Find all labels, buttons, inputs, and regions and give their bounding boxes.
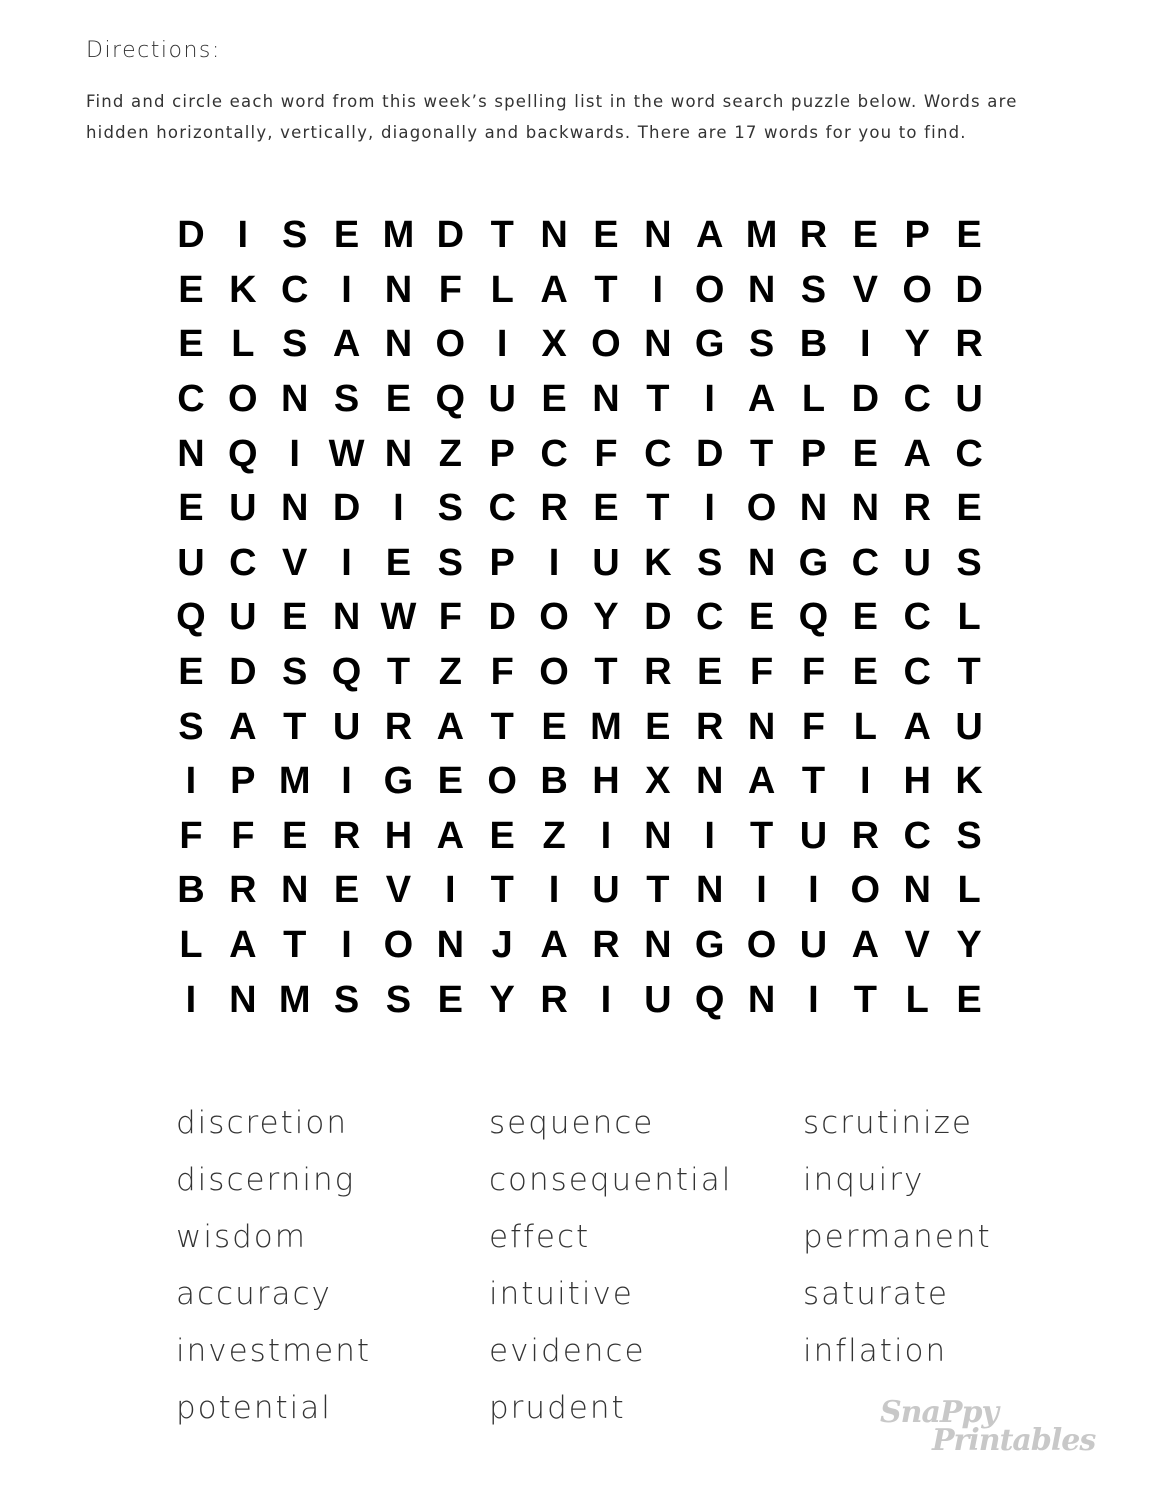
grid-letter[interactable]: W [380,596,417,639]
grid-letter[interactable]: U [799,924,828,967]
grid-letter[interactable]: C [695,596,724,639]
grid-letter[interactable]: A [747,378,776,421]
grid-letter[interactable]: W [328,432,365,475]
grid-letter[interactable]: X [645,760,671,803]
grid-letter[interactable]: D [695,432,724,475]
grid-letter[interactable]: U [955,378,983,421]
grid-letter[interactable]: D [488,596,516,639]
grid-letter[interactable]: N [592,378,620,421]
grid-letter[interactable]: T [490,705,514,748]
grid-letter[interactable]: C [903,596,931,639]
grid-letter[interactable]: C [903,378,931,421]
spelling-word: permanent [803,1219,992,1255]
grid-letter[interactable]: E [748,596,775,639]
grid-letter[interactable]: T [957,651,981,694]
grid-letter[interactable]: A [540,924,568,967]
grid-letter[interactable]: R [384,705,413,748]
grid-letter[interactable]: F [438,268,462,311]
grid-letter[interactable]: I [393,487,404,530]
spelling-word: prudent [489,1390,626,1426]
grid-letter[interactable]: I [808,978,819,1021]
grid-letter[interactable]: U [229,487,257,530]
grid-letter[interactable]: Y [489,978,515,1021]
grid-letter[interactable]: C [903,651,931,694]
grid-letter[interactable]: N [384,323,413,366]
grid-letter[interactable]: R [644,651,672,694]
grid-letter[interactable]: A [436,814,465,857]
grid-letter[interactable]: U [592,541,620,584]
grid-letter[interactable]: A [747,760,776,803]
grid-letter[interactable]: E [282,596,308,639]
grid-letter[interactable]: M [278,978,311,1021]
grid-letter[interactable]: S [282,323,308,366]
spelling-word: discerning [176,1162,356,1198]
grid-letter[interactable]: E [178,323,204,366]
spelling-word: sequence [489,1105,655,1141]
grid-letter[interactable]: B [177,869,205,912]
grid-letter[interactable]: F [801,651,826,694]
grid-letter[interactable]: I [185,760,197,803]
grid-letter[interactable]: I [185,978,197,1021]
directions-title: Directions: [86,38,221,63]
grid-letter[interactable]: I [860,760,871,803]
grid-letter[interactable]: T [490,214,514,257]
grid-letter[interactable]: O [694,268,725,311]
grid-letter[interactable]: F [231,814,255,857]
directions-text: Find and circle each word from this week’s spelling list in the word search puzzle below. Words are hidden horizontally, vertically, diagonally and backwards. There are 17 words for you to find. [86,92,1018,142]
grid-letter[interactable]: B [799,323,828,366]
grid-letter[interactable]: R [955,323,983,366]
grid-letter[interactable]: I [704,487,715,530]
grid-letter[interactable]: T [749,432,774,475]
grid-letter[interactable]: N [644,924,672,967]
spelling-word: intuitive [489,1276,634,1312]
grid-letter[interactable]: E [437,978,463,1021]
grid-letter[interactable]: G [694,323,725,366]
grid-letter[interactable]: T [594,651,618,694]
grid-letter[interactable]: O [902,268,932,311]
grid-letter[interactable]: A [695,214,724,257]
grid-letter[interactable]: V [852,268,878,311]
grid-letter[interactable]: R [540,487,568,530]
grid-letter[interactable]: B [540,760,568,803]
grid-letter[interactable]: S [437,487,463,530]
grid-letter[interactable]: M [278,760,311,803]
grid-letter[interactable]: C [540,432,568,475]
grid-letter[interactable]: I [341,268,352,311]
grid-letter[interactable]: N [747,541,776,584]
grid-letter[interactable]: N [644,214,672,257]
grid-letter[interactable]: T [386,651,411,694]
grid-letter[interactable]: C [280,268,309,311]
grid-letter[interactable]: E [593,214,619,257]
grid-letter[interactable]: D [851,378,880,421]
spelling-word: investment [176,1333,372,1369]
grid-letter[interactable]: I [860,323,871,366]
grid-letter[interactable]: T [490,869,514,912]
grid-letter[interactable]: A [851,924,880,967]
grid-letter[interactable]: J [491,924,513,967]
grid-letter[interactable]: I [341,760,352,803]
grid-letter[interactable]: I [496,323,508,366]
grid-letter[interactable]: U [799,814,828,857]
grid-letter[interactable]: Q [798,596,829,639]
grid-letter[interactable]: E [645,705,671,748]
grid-letter[interactable]: E [385,541,412,584]
grid-letter[interactable]: G [798,541,829,584]
grid-letter[interactable]: I [237,214,249,257]
grid-letter[interactable]: N [384,268,413,311]
grid-letter[interactable]: U [903,541,931,584]
grid-letter[interactable]: T [801,760,826,803]
grid-letter[interactable]: H [903,760,931,803]
grid-letter[interactable]: C [488,487,516,530]
grid-letter[interactable]: L [231,323,255,366]
grid-letter[interactable]: T [283,924,307,967]
grid-letter[interactable]: T [646,869,670,912]
grid-letter[interactable]: Q [176,596,206,639]
spelling-word: potential [176,1390,332,1426]
grid-letter[interactable]: N [799,487,828,530]
grid-letter[interactable]: M [745,214,778,257]
grid-letter[interactable]: I [808,869,819,912]
grid-letter[interactable]: E [852,596,878,639]
grid-letter[interactable]: E [178,651,204,694]
grid-letter[interactable]: A [436,705,465,748]
spelling-word: saturate [803,1276,949,1312]
grid-letter[interactable]: R [903,487,931,530]
grid-letter[interactable]: E [282,814,308,857]
grid-letter[interactable]: S [437,541,463,584]
grid-letter[interactable]: D [332,487,361,530]
grid-letter[interactable]: O [383,924,414,967]
grid-letter[interactable]: I [445,869,456,912]
grid-letter[interactable]: T [594,268,618,311]
grid-letter[interactable]: R [332,814,361,857]
grid-letter[interactable]: G [694,924,725,967]
grid-letter[interactable]: O [746,924,777,967]
grid-letter[interactable]: L [490,268,514,311]
grid-letter[interactable]: S [697,541,723,584]
grid-letter[interactable]: S [800,268,827,311]
grid-letter[interactable]: L [801,378,826,421]
grid-letter[interactable]: U [955,705,983,748]
spelling-word: inflation [803,1333,948,1369]
snappy-printables-logo [880,1395,1096,1465]
grid-letter[interactable]: C [644,432,672,475]
grid-letter[interactable]: L [905,978,929,1021]
spelling-word: inquiry [803,1162,925,1198]
grid-letter[interactable]: Y [904,323,930,366]
grid-letter[interactable]: F [438,596,462,639]
grid-letter[interactable]: V [904,924,930,967]
grid-letter[interactable]: R [851,814,880,857]
grid-letter[interactable]: P [904,214,930,257]
grid-letter[interactable]: H [592,760,620,803]
grid-letter[interactable]: N [695,760,724,803]
grid-letter[interactable]: H [384,814,413,857]
grid-letter[interactable]: N [177,432,205,475]
grid-letter[interactable]: E [333,869,360,912]
grid-letter[interactable]: P [800,432,827,475]
grid-letter[interactable]: P [230,760,256,803]
grid-letter[interactable]: S [282,651,308,694]
grid-letter[interactable]: A [332,323,361,366]
grid-letter[interactable]: N [280,869,309,912]
grid-letter[interactable]: K [644,541,672,584]
grid-letter[interactable]: E [489,814,515,857]
grid-letter[interactable]: N [280,378,309,421]
spelling-word: accuracy [176,1276,332,1312]
grid-letter[interactable]: C [177,378,205,421]
grid-letter[interactable]: N [851,487,880,530]
grid-letter[interactable]: F [801,705,826,748]
grid-letter[interactable]: A [903,432,931,475]
grid-letter[interactable]: F [490,651,514,694]
grid-letter[interactable]: T [646,487,670,530]
grid-letter[interactable]: U [332,705,361,748]
grid-letter[interactable]: C [903,814,931,857]
word-list-column-1 [176,1095,371,1437]
spelling-word: effect [489,1219,591,1255]
grid-letter[interactable]: Z [438,651,462,694]
grid-letter[interactable]: S [956,541,982,584]
word-search-grid [165,208,995,1048]
grid-letter[interactable]: N [540,214,568,257]
grid-letter[interactable]: L [853,705,877,748]
logo-line-1: SnaPpy [880,1395,998,1430]
grid-letter[interactable]: M [590,705,622,748]
grid-letter[interactable]: U [177,541,205,584]
grid-letter[interactable]: O [539,596,569,639]
word-list-column-2 [489,1095,732,1437]
grid-letter[interactable]: D [436,214,465,257]
grid-letter[interactable]: D [177,214,205,257]
grid-letter[interactable]: K [229,268,257,311]
grid-letter[interactable]: A [540,268,568,311]
grid-letter[interactable]: S [333,378,360,421]
grid-letter[interactable]: O [591,323,621,366]
grid-letter[interactable]: I [704,378,715,421]
grid-letter[interactable]: I [704,814,715,857]
grid-letter[interactable]: L [957,596,981,639]
grid-letter[interactable]: A [903,705,931,748]
grid-letter[interactable]: O [435,323,466,366]
grid-letter[interactable]: F [594,432,618,475]
grid-letter[interactable]: E [956,214,982,257]
grid-letter[interactable]: R [695,705,724,748]
logo-line-2: Printables [932,1423,1096,1458]
grid-letter[interactable]: Y [593,596,619,639]
grid-letter[interactable]: I [548,541,560,584]
spelling-word: scrutinize [803,1105,973,1141]
grid-letter[interactable]: V [385,869,412,912]
grid-letter[interactable]: Q [435,378,466,421]
grid-letter[interactable]: T [283,705,307,748]
grid-letter[interactable]: I [600,814,612,857]
grid-letter[interactable]: N [644,323,672,366]
grid-letter[interactable]: I [341,924,352,967]
grid-letter[interactable]: R [229,869,257,912]
grid-letter[interactable]: E [178,487,204,530]
grid-letter[interactable]: S [748,323,775,366]
grid-letter[interactable]: F [179,814,203,857]
grid-letter[interactable]: E [697,651,723,694]
grid-letter[interactable]: M [382,214,415,257]
grid-letter[interactable]: R [592,924,620,967]
grid-letter[interactable]: O [228,378,258,421]
grid-letter[interactable]: Q [694,978,725,1021]
grid-letter[interactable]: S [178,705,204,748]
grid-letter[interactable]: E [178,268,204,311]
grid-letter[interactable]: K [955,760,983,803]
grid-letter[interactable]: Z [542,814,566,857]
grid-letter[interactable]: E [437,760,463,803]
grid-letter[interactable]: E [593,487,619,530]
grid-letter[interactable]: I [600,978,612,1021]
grid-letter[interactable]: T [749,814,774,857]
spelling-word: consequential [489,1162,733,1198]
grid-letter[interactable]: C [851,541,880,584]
grid-letter[interactable]: I [341,541,352,584]
grid-letter[interactable]: E [852,214,878,257]
grid-letter[interactable]: N [332,596,361,639]
word-list-column-3 [803,1095,992,1380]
grid-letter[interactable]: O [487,760,517,803]
grid-letter[interactable]: I [756,869,767,912]
grid-letter[interactable]: E [541,705,567,748]
grid-letter[interactable]: A [229,924,257,967]
grid-letter[interactable]: F [749,651,774,694]
grid-letter[interactable]: N [644,814,672,857]
grid-letter[interactable]: Z [438,432,462,475]
grid-letter[interactable]: S [282,214,308,257]
grid-letter[interactable]: T [646,378,670,421]
grid-letter[interactable]: I [289,432,300,475]
grid-letter[interactable]: S [333,978,360,1021]
grid-letter[interactable]: U [229,596,257,639]
grid-letter[interactable]: N [229,978,257,1021]
grid-letter[interactable]: R [540,978,568,1021]
grid-letter[interactable]: Q [331,651,362,694]
grid-letter[interactable]: N [747,705,776,748]
grid-letter[interactable]: G [383,760,414,803]
grid-letter[interactable]: D [644,596,672,639]
grid-letter[interactable]: E [385,378,412,421]
grid-letter[interactable]: I [548,869,560,912]
grid-letter[interactable]: E [956,978,982,1021]
grid-letter[interactable]: U [592,869,620,912]
grid-letter[interactable]: D [955,268,983,311]
grid-letter[interactable]: L [179,924,203,967]
grid-letter[interactable]: E [333,214,360,257]
grid-letter[interactable]: R [799,214,828,257]
grid-letter[interactable]: U [488,378,516,421]
grid-letter[interactable]: I [652,268,664,311]
grid-letter[interactable]: O [539,651,569,694]
spelling-word: wisdom [176,1219,307,1255]
grid-letter[interactable]: E [852,651,878,694]
grid-letter[interactable]: E [956,487,982,530]
grid-letter[interactable]: O [850,869,881,912]
grid-letter[interactable]: U [644,978,672,1021]
grid-letter[interactable]: Q [228,432,258,475]
grid-letter[interactable]: T [853,978,877,1021]
grid-letter[interactable]: E [541,378,567,421]
grid-letter[interactable]: C [229,541,257,584]
grid-letter[interactable]: S [956,814,982,857]
grid-letter[interactable]: V [282,541,308,584]
grid-letter[interactable]: O [746,487,777,530]
grid-letter[interactable]: E [852,432,878,475]
grid-letter[interactable]: N [747,268,776,311]
grid-letter[interactable]: N [436,924,465,967]
grid-letter[interactable]: P [489,541,515,584]
grid-letter[interactable]: A [229,705,257,748]
spelling-word: evidence [489,1333,646,1369]
grid-letter[interactable]: N [695,869,724,912]
grid-letter[interactable]: X [541,323,567,366]
grid-letter[interactable]: N [903,869,931,912]
grid-letter[interactable]: P [489,432,515,475]
grid-letter[interactable]: N [747,978,776,1021]
grid-letter[interactable]: N [384,432,413,475]
grid-letter[interactable]: L [957,869,981,912]
grid-letter[interactable]: N [280,487,309,530]
grid-letter[interactable]: S [385,978,412,1021]
grid-letter[interactable]: D [229,651,257,694]
spelling-word: discretion [176,1105,349,1141]
grid-letter[interactable]: Y [956,924,982,967]
grid-letter[interactable]: C [955,432,983,475]
